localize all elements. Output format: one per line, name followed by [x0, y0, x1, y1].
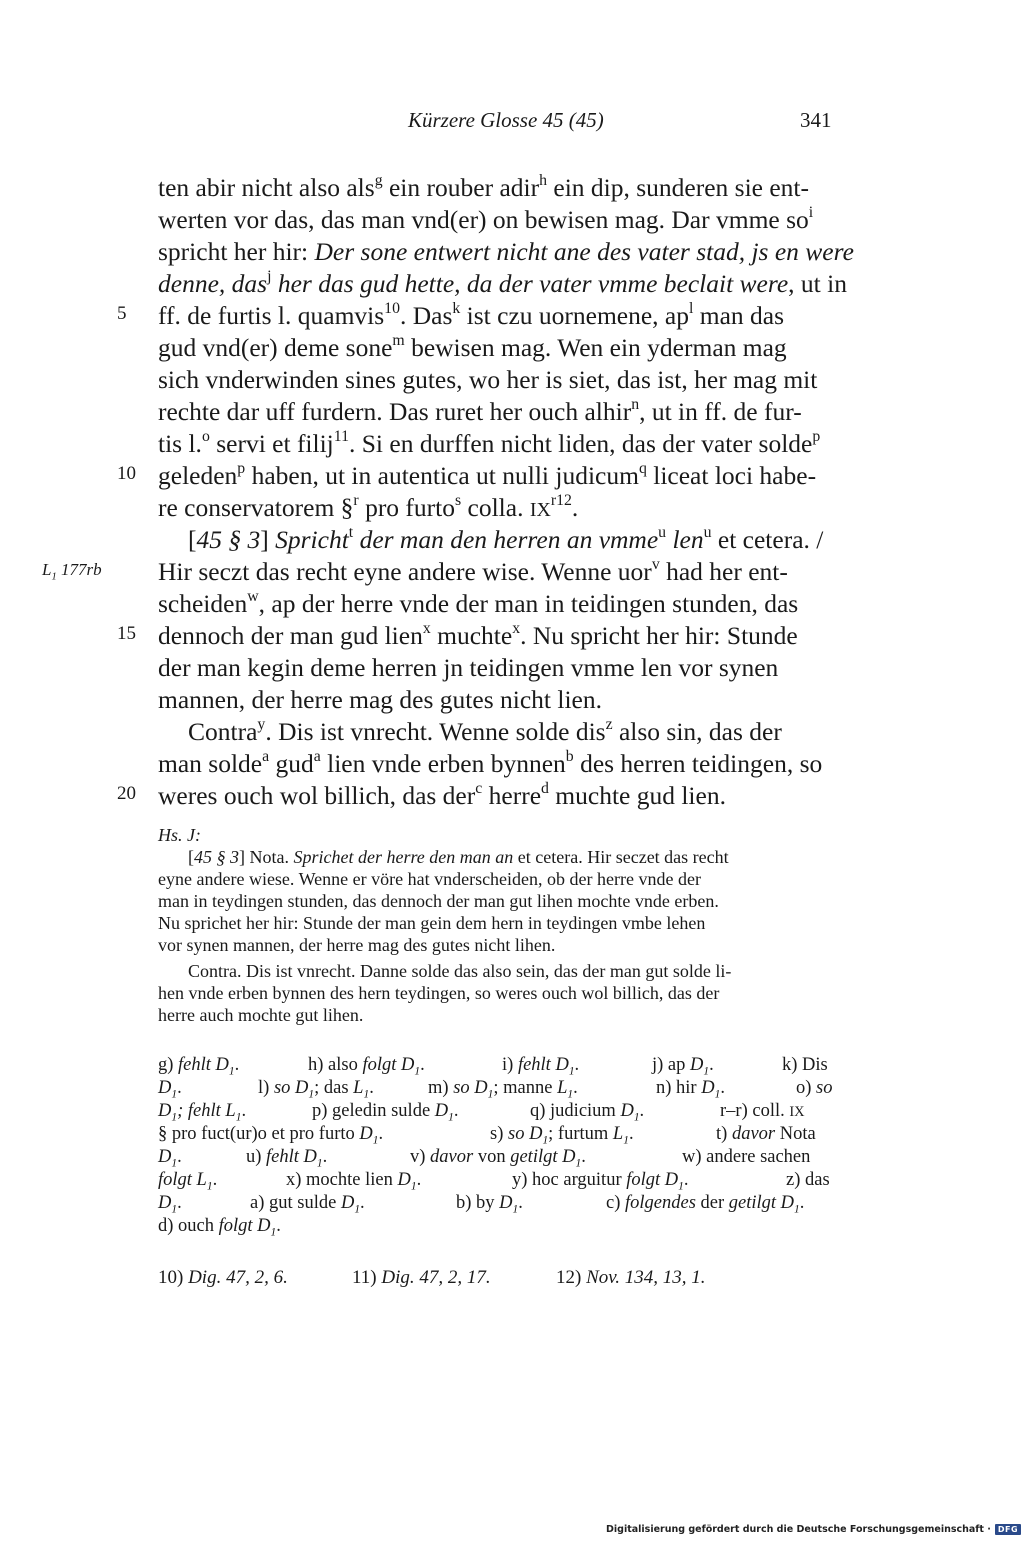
apparatus-entry: i) fehlt $D_1$. — [502, 1055, 580, 1078]
apparatus-entry: x) mochte lien $D_1$. — [286, 1170, 422, 1193]
text-line: [45 § 3] Spricht$^t$ der man den herren an vmme$^u$ len$^u$ et cetera. / — [188, 523, 824, 554]
apparatus-entry: v) davor von getilgt $D_1$. — [410, 1147, 586, 1170]
text-line: re conservatorem §$^r$ pro furto$^s$ colla. $IX^{r12}$. — [158, 491, 579, 522]
funding-credit — [606, 1524, 1021, 1535]
text-line: denne, das$^j$ her das gud hette, da der vater vmme beclait were, ut in — [158, 267, 847, 298]
apparatus-entry: s) so $D_1$; furtum $L_1$. — [490, 1124, 634, 1147]
dfg-logo-icon: DFG — [995, 1524, 1021, 1535]
text-line: der man kegin deme herren jn teidingen vmme len vor synen — [158, 653, 779, 682]
running-title: Kürzere Glosse 45 (45) — [408, 108, 604, 132]
text-line: man solde$^a$ gud$^a$ lien vnde erben bynnen$^b$ des herren teidingen, so — [158, 747, 823, 778]
hs-j-line: man in teydingen stunden, das dennoch der man gut lihen mochte vnde erben. — [158, 891, 719, 911]
apparatus-entry: r–r) coll. IX — [720, 1101, 805, 1121]
apparatus-entry: l) so $D_1$; das $L_1$. — [258, 1078, 374, 1101]
apparatus-entry: q) judicium $D_1$. — [530, 1101, 645, 1124]
hs-j-line: eyne andere wiese. Wenne er vöre hat vnderscheiden, ob der herre vnde der — [158, 869, 701, 889]
apparatus-entry: $D_1$. — [158, 1078, 182, 1101]
text-line: Hir seczt das recht eyne andere wise. Wenne uor$^v$ had her ent- — [158, 555, 788, 586]
line-number: 15 — [117, 623, 136, 644]
text-line: werten vor das, das man vnd(er) on bewisen mag. Dar vmme $so^i$ — [158, 203, 814, 234]
line-number: 5 — [117, 303, 127, 324]
text-line: Contra$^y$. Dis ist vnrecht. Wenne solde dis$^z$ also sin, das der — [188, 715, 782, 746]
apparatus-entry: t) davor Nota — [716, 1124, 816, 1144]
text-line: sich vnderwinden sines gutes, wo her is siet, das ist, her mag mit — [158, 365, 818, 394]
apparatus-entry: $D_1$. — [158, 1193, 182, 1216]
hs-j-line: herre auch mochte gut lihen. — [158, 1005, 364, 1025]
source-note: 10) Dig. 47, 2, 6. — [158, 1267, 288, 1288]
apparatus-entry: c) folgendes der getilgt $D_1$. — [606, 1193, 805, 1216]
hs-j-heading: Hs. J: — [158, 825, 201, 845]
hs-j-line: Nu sprichet her hir: Stunde der man gein dem hern in teydingen vmbe lehen — [158, 913, 706, 933]
text-line: gud vnd(er) deme sone$^m$ bewisen mag. Wen ein yderman mag — [158, 331, 787, 362]
apparatus-entry: g) fehlt $D_1$. — [158, 1055, 240, 1078]
text-line: mannen, der herre mag des gutes nicht lien. — [158, 685, 602, 714]
apparatus-entry: u) fehlt $D_1$. — [246, 1147, 328, 1170]
apparatus-entry: w) andere sachen — [682, 1147, 811, 1167]
apparatus-entry: b) by $D_1$. — [456, 1193, 523, 1216]
hs-j-line: Contra. Dis ist vnrecht. Danne solde das also sein, das der man gut solde li- — [188, 961, 732, 981]
text-line: scheiden$^w$, ap der herre vnde der man in teidingen stunden, das — [158, 587, 799, 618]
text-line: spricht her hir: Der sone entwert nicht ane des vater stad, js en were — [158, 237, 854, 266]
text-line: dennoch der man gud lien$^x$ muchte$^x$. Nu spricht her hir: Stunde — [158, 619, 798, 650]
margin-sigla: $L_1$ 177rb — [42, 560, 102, 583]
text-line: ten abir nicht also als$^g$ ein rouber adir$^h$ ein dip, sunderen sie ent- — [158, 171, 810, 202]
text-line: rechte dar uff furdern. Das ruret her ouch alhir$^n$, ut in ff. de fur- — [158, 395, 802, 426]
apparatus-entry: j) ap $D_1$. — [652, 1055, 714, 1078]
apparatus-entry: h) also folgt $D_1$. — [308, 1055, 425, 1078]
hs-j-line: hen vnde erben bynnen des hern teydingen, so weres ouch wol billich, das der — [158, 983, 720, 1003]
text-line: weres ouch wol billich, das der$^c$ herre$^d$ muchte gud lien. — [158, 779, 726, 810]
source-note: 12) Nov. 134, 13, 1. — [556, 1267, 706, 1288]
apparatus-entry: $D_1$. — [158, 1147, 182, 1170]
funding-credit-text: Digitalisierung gefördert durch die Deutsche Forschungsgemeinschaft · — [606, 1524, 991, 1535]
line-number: 20 — [117, 783, 136, 804]
apparatus-entry: a) gut sulde $D_1$. — [250, 1193, 365, 1216]
hs-j-line: vor synen mannen, der herre mag des gutes nicht lihen. — [158, 935, 556, 955]
apparatus-entry: z) das — [786, 1170, 830, 1190]
text-line: geleden$^p$ haben, ut in autentica ut nulli judicum$^q$ liceat loci habe- — [158, 459, 817, 490]
page-number: 341 — [800, 108, 832, 132]
text-line: tis l.$^o$ servi et filij$^{11}$. Si en durffen nicht liden, das der vater solde$^p$ — [158, 427, 821, 458]
apparatus-entry: o) so — [796, 1078, 833, 1098]
hs-j-line: [45 § 3] Nota. Sprichet der herre den man an et cetera. Hir seczet das recht — [188, 847, 729, 867]
apparatus-entry: n) hir $D_1$. — [656, 1078, 725, 1101]
text-line: ff. de furtis l. quamvis$^{10}$. Das$^k$ ist czu uornemene, $ap^l$ man das — [158, 299, 785, 330]
apparatus-entry: folgt $L_1$. — [158, 1170, 218, 1193]
apparatus-entry: m) so $D_1$; manne $L_1$. — [428, 1078, 578, 1101]
apparatus-entry: y) hoc arguitur folgt $D_1$. — [512, 1170, 689, 1193]
apparatus-entry: § pro fuct(ur)o et pro furto $D_1$. — [158, 1124, 384, 1147]
line-number: 10 — [117, 463, 136, 484]
apparatus-entry: $D_1$; fehlt $L_1$. — [158, 1101, 247, 1124]
apparatus-entry: k) Dis — [782, 1055, 828, 1075]
source-note: 11) Dig. 47, 2, 17. — [352, 1267, 491, 1288]
apparatus-entry: p) geledin sulde $D_1$. — [312, 1101, 459, 1124]
apparatus-entry: d) ouch folgt $D_1$. — [158, 1216, 281, 1239]
